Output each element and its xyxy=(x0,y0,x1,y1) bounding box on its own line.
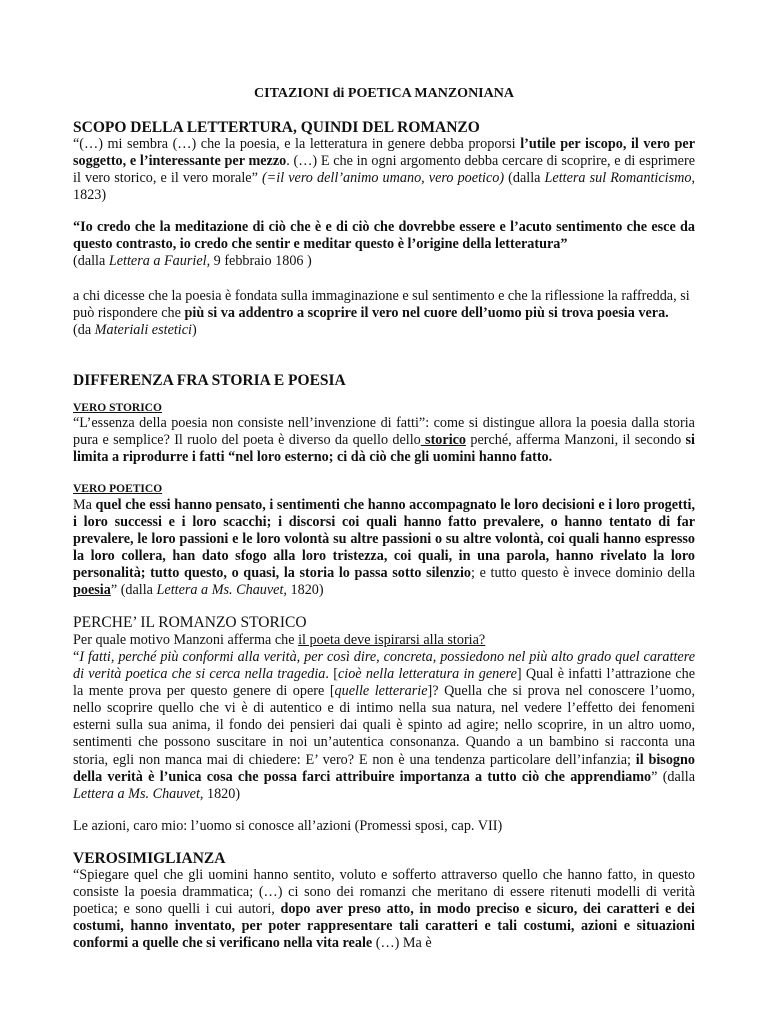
label-vero-storico: VERO STORICO xyxy=(73,402,162,414)
paragraph-vero-poetico: Ma quel che essi hanno pensato, i sentimenti che hanno accompagnato le loro decisioni e i loro progetti, i loro successi e i loro scacchi; i discorsi coi quali hanno fatto prevalere, o hanno tentato di far prevalere, le loro passioni e le loro volontà su altre passioni o su altre volontà, coi quali hanno espresso la loro collera, han dato sfogo alla loro tristezza, coi quali, in una parola, hanno rivelato la loro personalità; tutto questo, o quasi, la storia lo passa sotto silenzio; e tutto questo è invece dominio della poesia” (dalla Lettera a Ms. Chauvet, 1820) xyxy=(73,497,695,599)
document-title: CITAZIONI di POETICA MANZONIANA xyxy=(254,86,514,101)
section-heading-storia-poesia: DIFFERENZA FRA STORIA E POESIA xyxy=(73,372,346,389)
quote-lettera-romanticismo: “(…) mi sembra (…) che la poesia, e la letteratura in genere debba proporsi l’utile per iscopo, il vero per soggetto, e l’interessante per mezzo. (…) E che in ogni argomento debba cercare di scoprire, e di esprimere il vero storico, e il vero morale” (=il vero dell’animo umano, vero poetico) (dalla Lettera sul Romanticismo, 1823) xyxy=(73,136,696,204)
section-heading-verosimiglianza: VEROSIMIGLIANZA xyxy=(73,850,226,867)
paragraph-romanzo-storico: “I fatti, perché più conformi alla verità, per così dire, concreta, possiedono nel più alto grado quel carattere di verità poetica che si cerca nella tragedia. [cioè nella letteratura in genere] Qual è infatti l’attrazione che la mente prova per questo genere di opere [quelle letterarie]? Quella che si prova nel conoscere l’uomo, nello scoprire quello che vi è di autentico e di intimo nella sua natura, nel vedere l’effetto dei fenomeni esterni sulla sua anima, il fondo dei pensieri dai quali è spinto ad agire; nello scoprire, in un altro uomo, sentimenti che possono suscitare in noi un’autentica consonanza. Quando a un bambino si racconta una storia, egli non manca mai di chiedere: E’ vero? E non è una tendenza particolare dell’infanzia; il bisogno della verità è l’unica cosa che possa farci attribuire importanza a tutto ciò che apprendiamo” (dalla Lettera a Ms. Chauvet, 1820) xyxy=(73,649,696,802)
paragraph-verosimiglianza: “Spiegare quel che gli uomini hanno sentito, voluto e sofferto attraverso quello che hanno fatto, in questo consiste la poesia drammatica; (…) ci sono dei romanzi che meritano di essere ritenuti modelli di verità poetica; e sono quelli i cui autori, dopo aver preso atto, in modo preciso e sicuro, dei caratteri e dei costumi, hanno inventato, per poter rappresentare tali caratteri e tali costumi, azioni e situazioni conformi a quelle che si verificano nella vita reale (…) Ma è xyxy=(73,867,696,952)
question-ispirarsi-storia: Per quale motivo Manzoni afferma che il poeta deve ispirarsi alla storia? xyxy=(73,632,486,648)
label-vero-poetico: VERO POETICO xyxy=(73,483,163,495)
paragraph-vero-storico: “L’essenza della poesia non consiste nell’invenzione di fatti”: come si distingue allora la poesia dalla storia pura e semplice? Il ruolo del poeta è diverso da quello dello storico perché, afferma Manzoni, il secondo si limita a riprodurre i fatti “nel loro esterno; ci dà ciò che gli uomini hanno fatto. xyxy=(73,415,695,466)
quote-lettera-fauriel: “Io credo che la meditazione di ciò che è e di ciò che dovrebbe essere e l’acuto sentimento che esce da questo contrasto, io credo che sentir e meditar questo è l’origine della letteratura” (dalla Lettera a Fauriel, 9 febbraio 1806 ) xyxy=(73,219,695,270)
quote-materiali-estetici: a chi dicesse che la poesia è fondata sulla immaginazione e sul sentimento e che la riflessione la raffredda, si può rispondere che più si va addentro a scoprire il vero nel cuore dell’uomo più si trova poesia vera. (da Materiali estetici) xyxy=(73,288,690,339)
quote-promessi-sposi: Le azioni, caro mio: l’uomo si conosce all’azioni (Promessi sposi, cap. VII) xyxy=(73,818,503,834)
section-heading-scopo: SCOPO DELLA LETTERTURA, QUINDI DEL ROMANZO xyxy=(73,119,480,136)
section-heading-romanzo-storico: PERCHE’ IL ROMANZO STORICO xyxy=(73,614,307,631)
